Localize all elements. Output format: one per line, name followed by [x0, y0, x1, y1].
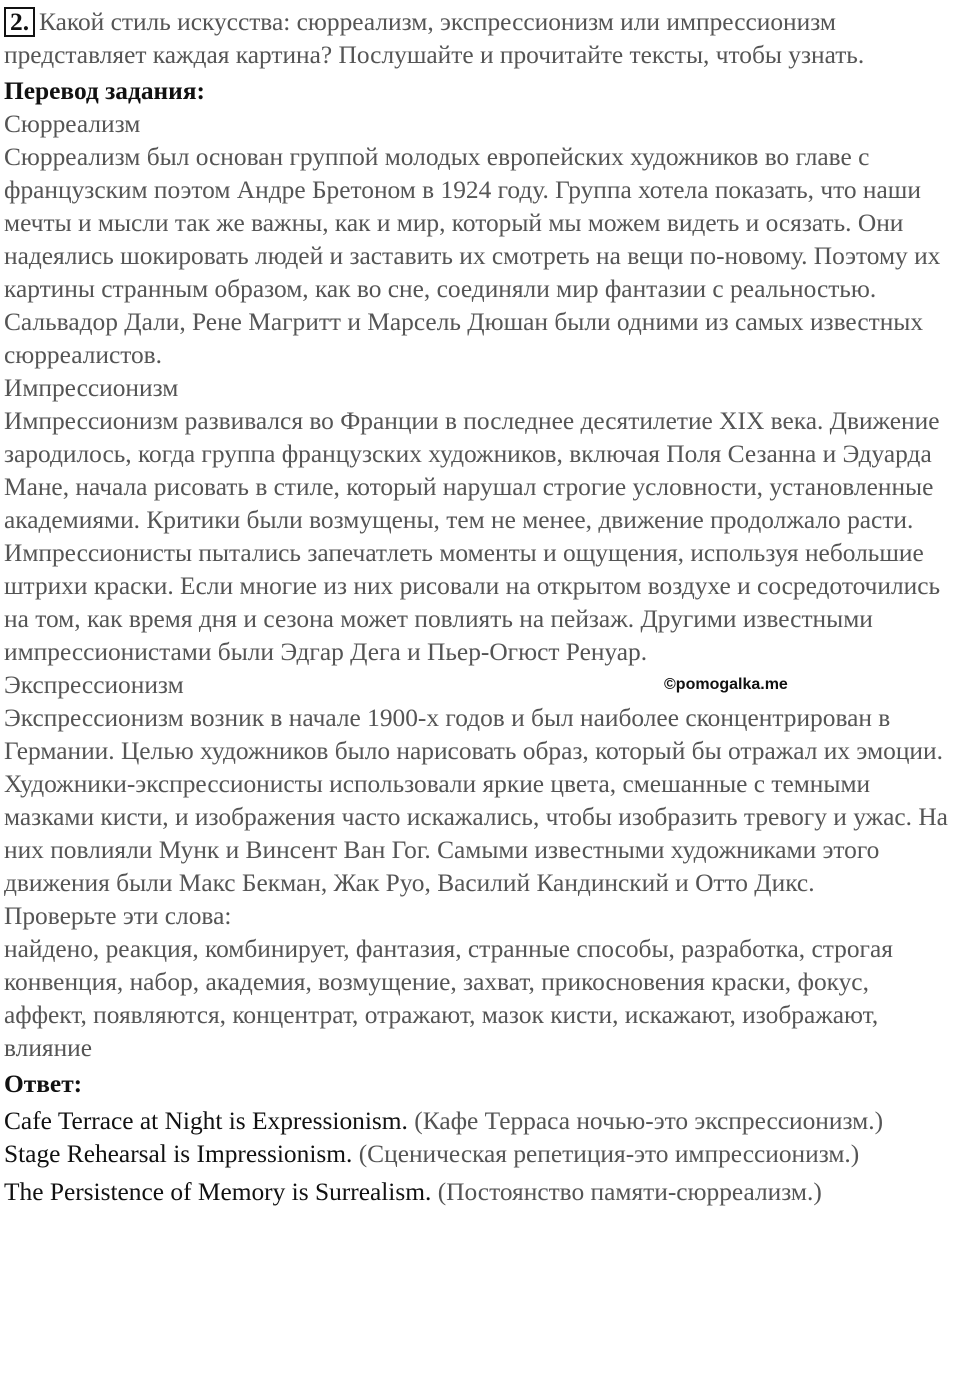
answer-ru-1: (Кафе Терраса ночью-это экспрессионизм.) — [414, 1107, 884, 1135]
document-page — [4, 6, 958, 1209]
answer-en-2: Stage Rehearsal is Impressionism. — [4, 1140, 353, 1168]
section-title-expressionism: Экспрессионизм — [4, 671, 184, 699]
answer-line-1 — [4, 1105, 958, 1138]
section-text-surrealism: Сюрреализм был основан группой молодых европейских художников во главе с французским поэтом Андре Бретоном в 1924 году. Группа хотела показать, что наши мечты и мысли так же важны, как и мир, который мы можем видеть и осязать. Они надеялись шокировать людей и заставить их смотреть на вещи по-новому. Поэтому их картины странным образом, как во сне, соединяли мир фантазии с реальностью. Сальвадор Дали, Рене Магритт и Марсель Дюшан были одними из самых известных сюрреалистов. — [4, 143, 941, 369]
answer-ru-2: (Сценическая репетиция-это импрессионизм.) — [358, 1140, 860, 1168]
answer-en-3: The Persistence of Memory is Surrealism. — [4, 1178, 432, 1206]
task-statement — [4, 6, 958, 72]
section-text-expressionism: Экспрессионизм возник в начале 1900-х годов и был наиболее сконцентрирован в Германии. Целью художников было нарисовать образ, который бы отражал их эмоции. Художники-экспрессионисты использовали яркие цвета, смешанные с темными мазками кисти, и изображения часто искажались, чтобы изобразить тревогу и ужас. На них повлияли Мунк и Винсент Ван Гог. Самыми известными художниками этого движения были Макс Бекман, Жак Руо, Василий Кандинский и Отто Дикс. — [4, 704, 948, 897]
section-title-impressionism: Импрессионизм — [4, 374, 179, 402]
expressionism-title-row — [4, 669, 958, 702]
answer-ru-3: (Постоянство памяти-сюрреализм.) — [437, 1178, 822, 1206]
section-title-surrealism: Сюрреализм — [4, 110, 141, 138]
answer-line-3 — [4, 1176, 958, 1209]
answer-heading: Ответ: — [4, 1070, 83, 1098]
task-number: 2. — [4, 7, 35, 37]
words-title: Проверьте эти слова: — [4, 902, 232, 930]
words-list: найдено, реакция, комбинирует, фантазия, странные способы, разработка, строгая конвенция, набор, академия, возмущение, захват, прикосновения краски, фокус, аффект, появляются, концентрат, отражают, мазок кисти, искажают, изображают, влияние — [4, 935, 893, 1062]
translation-heading: Перевод задания: — [4, 77, 205, 105]
section-text-impressionism: Импрессионизм развивался во Франции в последнее десятилетие XIX века. Движение зародилось, когда группа французских художников, включая Поля Сезанна и Эдуарда Мане, начала рисовать в стиле, который нарушал строгие условности, установленные академиями. Критики были возмущены, тем не менее, движение продолжало расти. Импрессионисты пытались запечатлеть моменты и ощущения, используя небольшие штрихи краски. Если многие из них рисовали на открытом воздухе и сосредоточились на том, как время дня и сезона может повлиять на пейзаж. Другими известными импрессионистами были Эдгар Дега и Пьер-Огюст Ренуар. — [4, 407, 941, 666]
answer-line-2 — [4, 1138, 958, 1171]
answer-en-1: Cafe Terrace at Night is Expressionism. — [4, 1107, 408, 1135]
watermark: ©pomogalka.me — [664, 676, 788, 693]
answer-list — [4, 1105, 958, 1209]
task-text: Какой стиль искусства: сюрреализм, экспрессионизм или импрессионизм представляет каждая картина? Послушайте и прочитайте тексты, чтобы узнать. — [4, 8, 865, 69]
